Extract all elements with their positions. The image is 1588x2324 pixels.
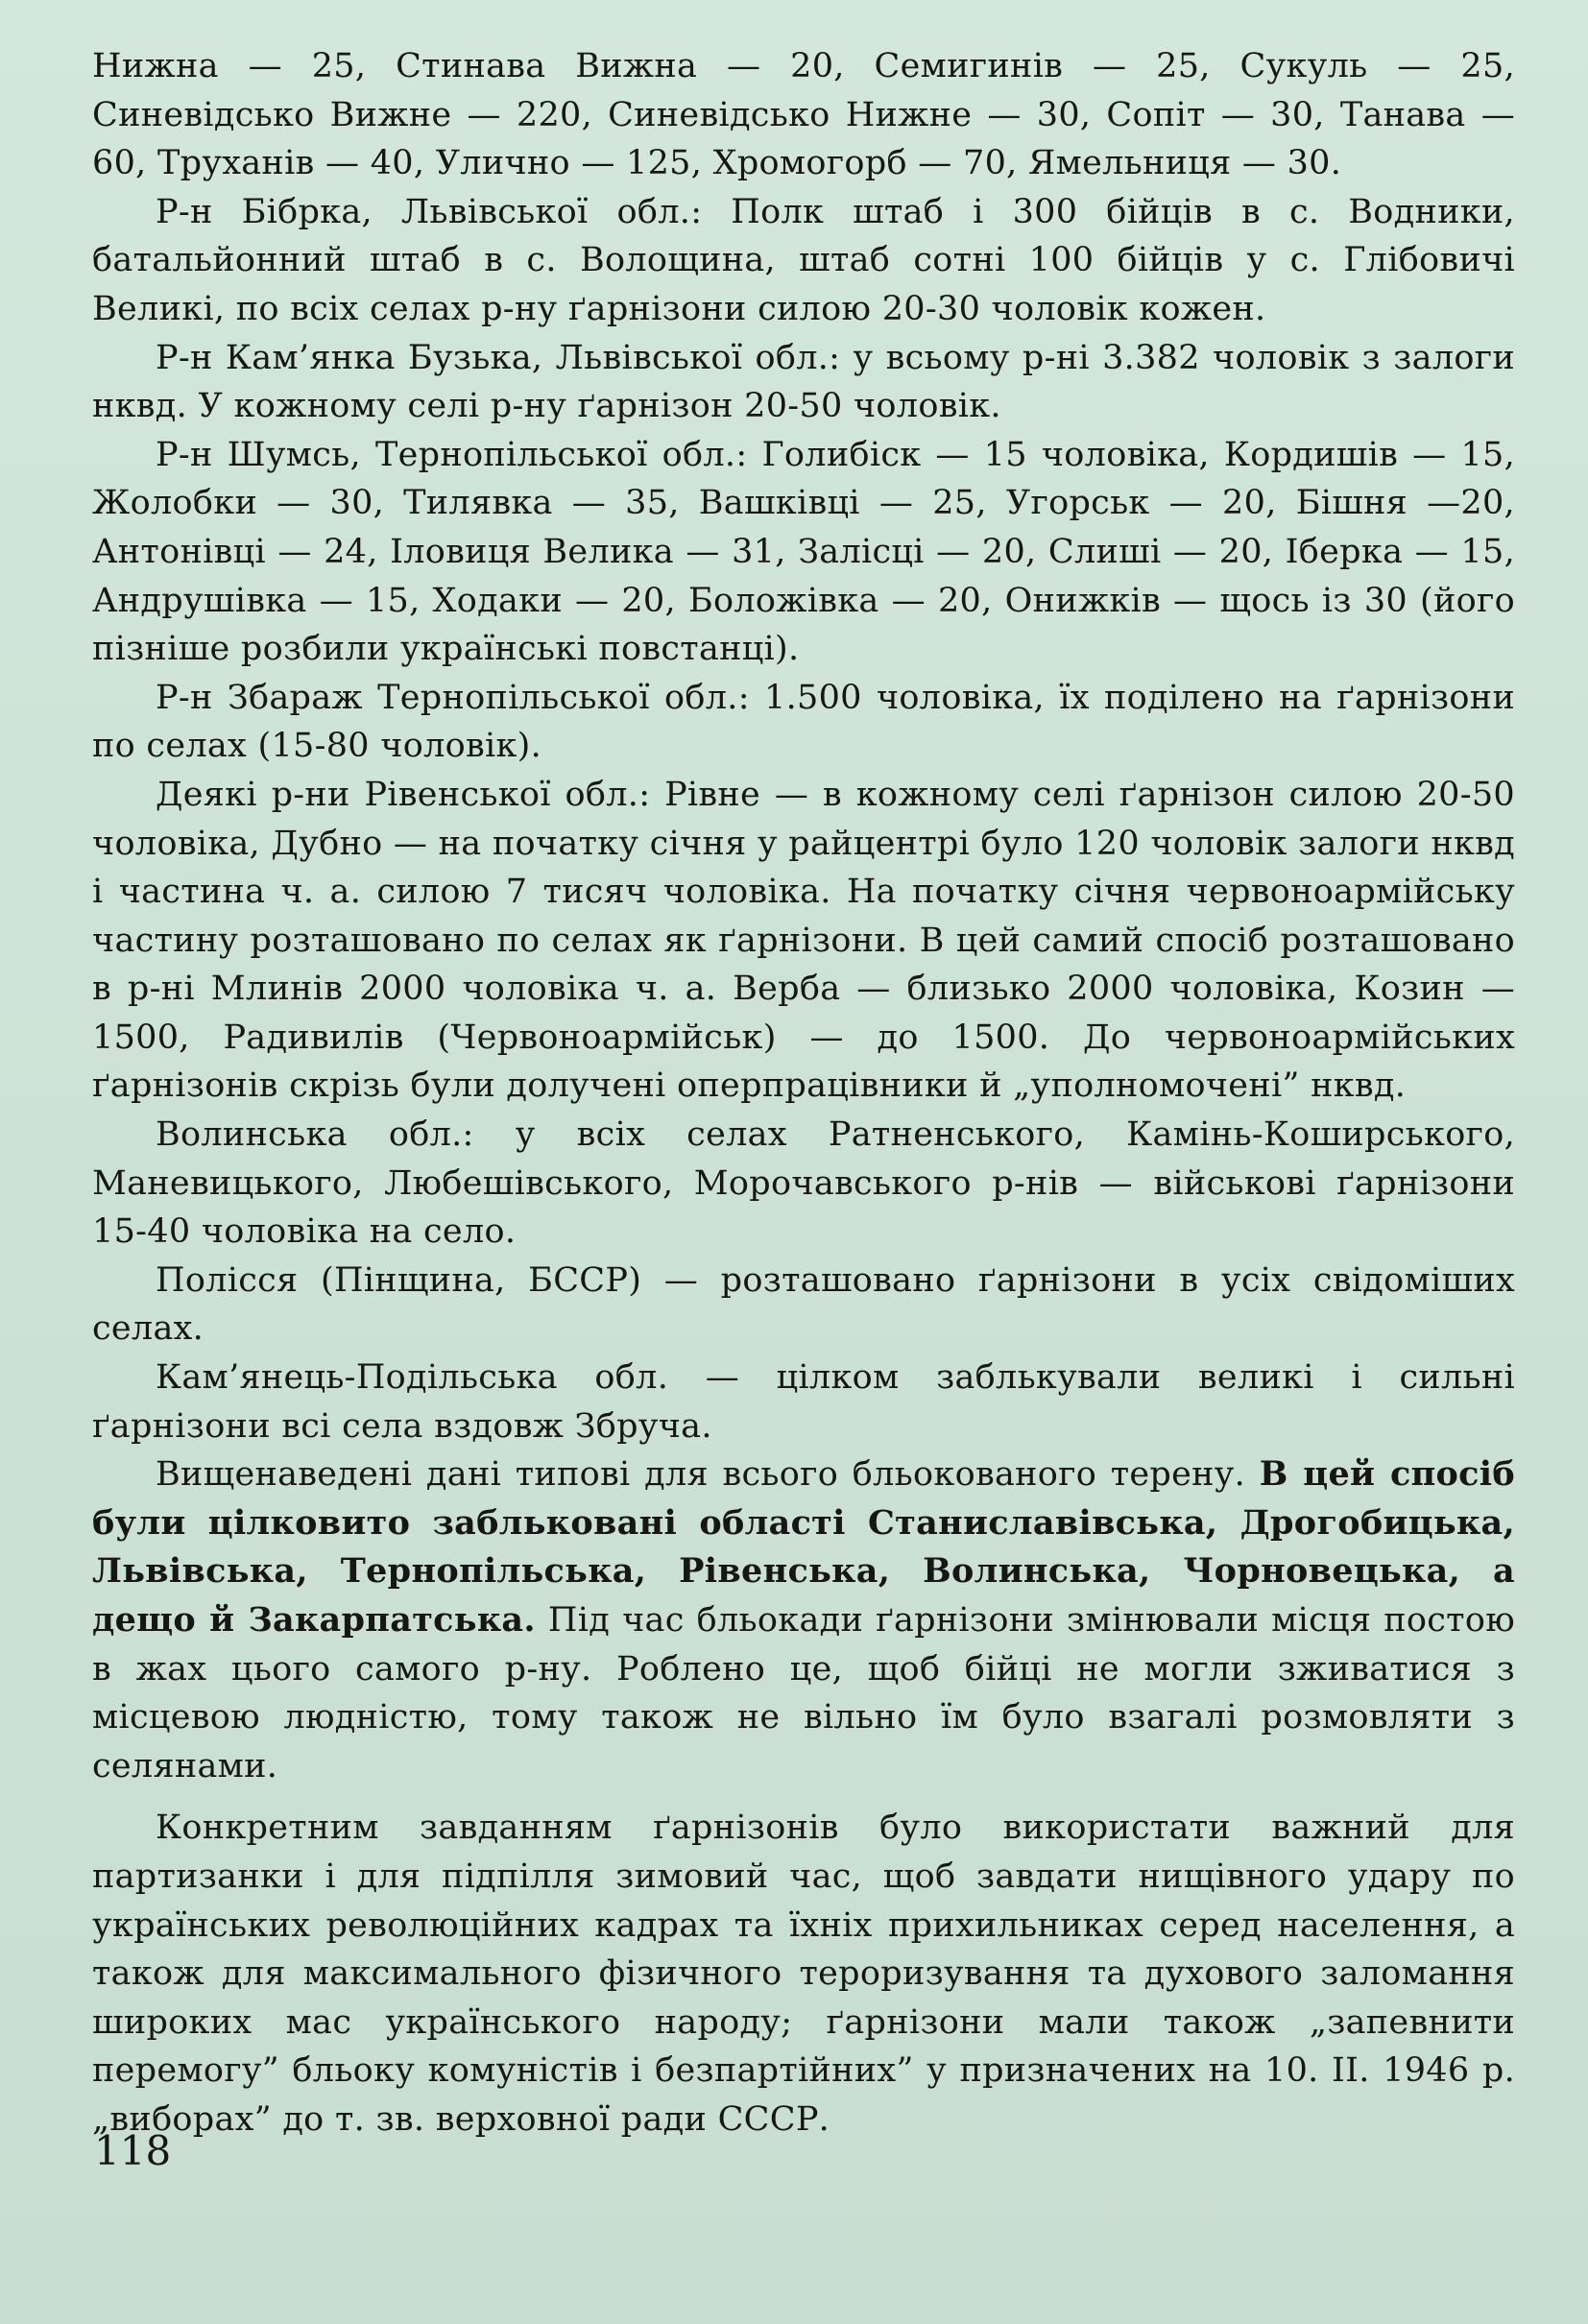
paragraph-kamianka-buzka-district: Р-н Кам’янка Бузька, Львівської обл.: у всьому р-ні 3.382 чоловік з залоги нквд. У кожному селі р-ну ґарнізон 20-50 чоловік. xyxy=(92,338,1515,426)
paragraph-volyn-oblast: Волинська обл.: у всіх селах Ратненського, Камінь-Коширського, Маневицького, Любешівського, Морочавського р-нів — військові ґарнізони 15-40 чоловіка на село. xyxy=(92,1115,1515,1252)
page-body-text xyxy=(92,42,1515,2144)
blockade-intro-text: Вищенаведені дані типові для всього бльокованого терену. xyxy=(156,1455,1260,1495)
paragraph-rivne-oblast: Деякі р-ни Рівенської обл.: Рівне — в кожному селі ґарнізон силою 20-50 чоловіка, Дубно — на початку січня у райцентрі було 120 чоловік залоги нквд і частина ч. а. силою 7 тисяч чоловіка. На початку січня червоноармійську частину розташовано по селах як ґарнізони. В цей самий спосіб розташовано в р-ні Млинів 2000 чоловіка ч. а. Верба — близько 2000 чоловіка, Козин — 1500, Радивилів (Червоноармійськ) — до 1500. До червоноармійських ґарнізонів скрізь були долучені оперпрацівники й „уполномочені” нквд. xyxy=(92,775,1515,1106)
paragraph-bibrka-district: Р-н Бібрка, Львівської обл.: Полк штаб і 300 бійців в с. Водники, батальйонний штаб в с. Волощина, штаб сотні 100 бійців у с. Глібовичі Великі, по всіх селах р-ну ґарнізони силою 20-30 чоловік кожен. xyxy=(92,192,1515,328)
paragraph-village-list-continued: Нижна — 25, Стинава Вижна — 20, Семигинів — 25, Сукуль — 25, Синевідсько Вижне — 220, Синевідсько Нижне — 30, Сопіт — 30, Танава — 60, Труханів — 40, Улично — 125, Хромогорб — 70, Ямельниця — 30. xyxy=(92,47,1515,183)
paragraph-kamianets-podilsk-oblast: Кам’янець-Подільська обл. — цілком заблькували великі і сильні ґарнізони всі села вздовж Збруча. xyxy=(92,1358,1515,1446)
paragraph-shumsk-district: Р-н Шумсь, Тернопільської обл.: Голибіск — 15 чоловіка, Кордишів — 15, Жолобки — 30, Тилявка — 35, Вашківці — 25, Угорськ — 20, Бішня —20, Антонівці — 24, Іловиця Велика — 31, Залісці — 20, Слиші — 20, Іберка — 15, Андрушівка — 15, Ходаки — 20, Боложівка — 20, Онижків — щось із 30 (його пізніше розбили українські повстанці). xyxy=(92,435,1515,669)
paragraph-blockade-summary xyxy=(92,1450,1515,1790)
blockade-rest-text: Під час бльокади ґарнізони змінювали місця постою в жах цього самого р-ну. Роблено це, щоб бійці не могли зживатися з місцевою людністю, тому також не вільно їм було взагалі розмовляти з селянами. xyxy=(92,1601,1515,1785)
paragraph-garrison-tasks: Конкретним завданням ґарнізонів було використати важний для партизанки і для підпілля зимовий час, щоб завдати нищівного удару по українських революційних кадрах та їхніх прихильниках серед населення, а також для максимального фізичного тероризування та духового заломання широких мас українського народу; ґарнізони мали також „запевнити перемогу” бльоку комуністів і безпартійних” у призначених на 10. II. 1946 р. „виборах” до т. зв. верховної ради СССР. xyxy=(92,1809,1515,2139)
blockade-bold-text: В цей спосіб були цілковито заблькoвані області Станиславівська, Дрогобицька, Львівська, Тернопільська, Рівенська, Волинська, Чорновецька, а дещо й Закарпатська. xyxy=(92,1454,1515,1640)
paragraph-zbarazh-district: Р-н Збараж Тернопільської обл.: 1.500 чоловіка, їх поділено на ґарнізони по селах (15-80 чоловік). xyxy=(92,678,1515,766)
paragraph-polissia: Полісся (Пінщина, БССР) — розташовано ґарнізони в усіх свідоміших селах. xyxy=(92,1260,1515,1349)
page-number: 118 xyxy=(94,2127,172,2174)
